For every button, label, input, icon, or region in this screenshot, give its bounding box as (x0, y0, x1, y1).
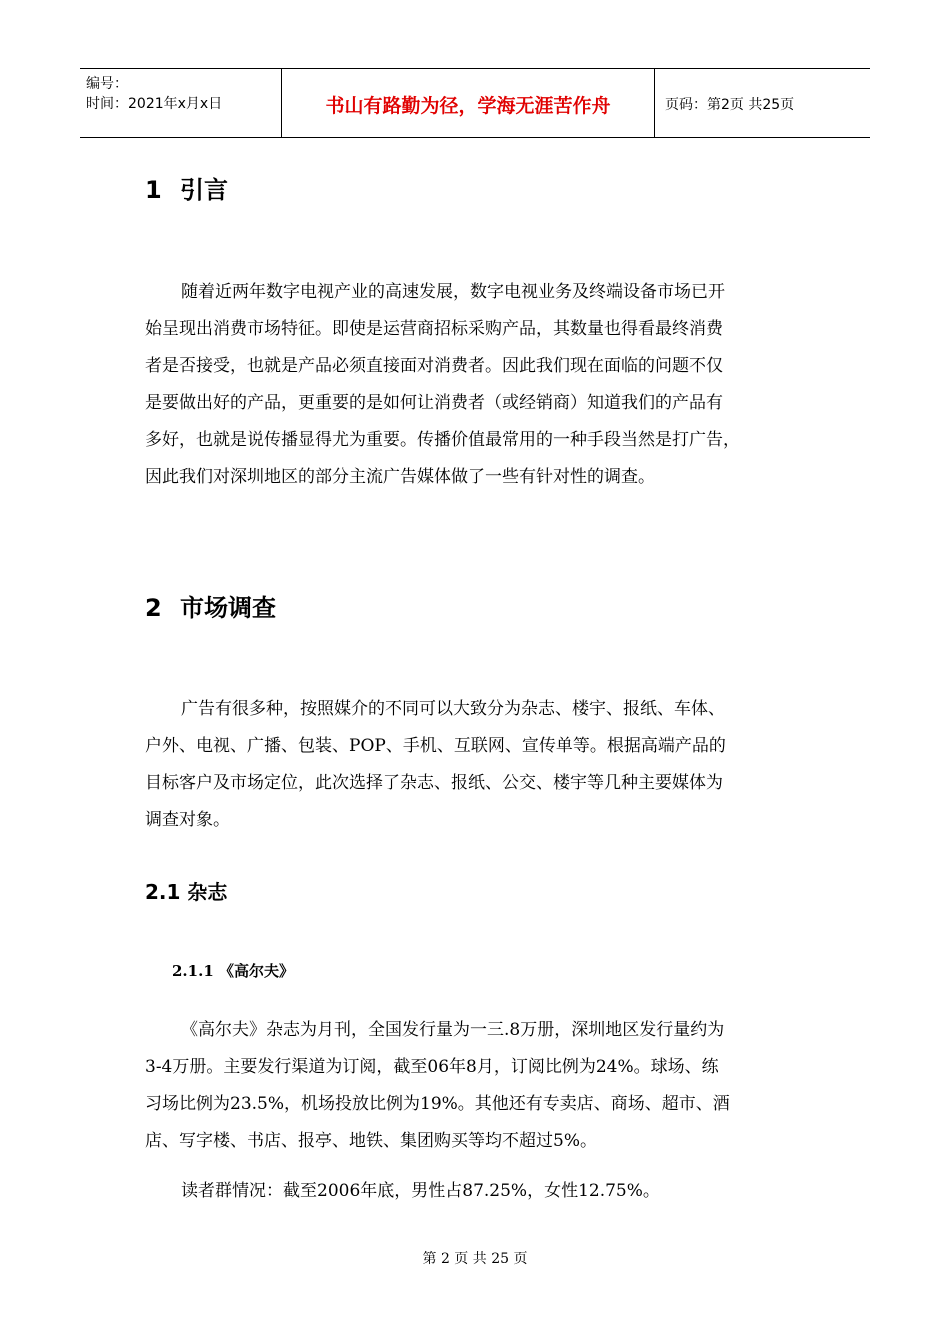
paragraph-line: 《高尔夫》杂志为月刊，全国发行量为一三.8万册，深圳地区发行量约为 (181, 1020, 725, 1040)
page-footer (0, 1248, 950, 1268)
paragraph-line: 因此我们对深圳地区的部分主流广告媒体做了一些有针对性的调查。 (145, 467, 655, 487)
paragraph-line: 调查对象。 (145, 810, 230, 830)
golf-magazine-paragraph (145, 1012, 825, 1160)
market-survey-paragraph (145, 691, 825, 839)
paragraph-line: 目标客户及市场定位，此次选择了杂志、报纸、公交、楼宇等几种主要媒体为 (145, 773, 723, 793)
paragraph-line: 是要做出好的产品，更重要的是如何让消费者（或经销商）知道我们的产品有 (145, 393, 723, 413)
number-label: 编号： (86, 76, 128, 92)
footer-page-number: 第 2 页 共 25 页 (422, 1251, 528, 1267)
paragraph-line: 3-4万册。主要发行渠道为订阅，截至06年8月，订阅比例为24%。球场、练 (145, 1057, 719, 1077)
paragraph-line: 者是否接受，也就是产品必须直接面对消费者。因此我们现在面临的问题不仅 (145, 356, 723, 376)
paragraph-line: 户外、电视、广播、包装、POP、手机、互联网、宣传单等。根据高端产品的 (145, 736, 726, 756)
paragraph-line: 店、写字楼、书店、报亭、地铁、集团购买等均不超过5%。 (145, 1131, 597, 1151)
section-1-title: 引言 (180, 176, 228, 204)
section-2-1-1-heading: 2.1.1 《高尔夫》 (172, 962, 294, 980)
section-2-heading (145, 588, 276, 623)
paragraph-line: 读者群情况：截至2006年底，男性占87.25%，女性12.75%。 (181, 1181, 660, 1201)
section-1-number: 1 (145, 176, 162, 204)
paragraph-line: 多好，也就是说传播显得尤为重要。传播价值最常用的一种手段当然是打广告， (145, 430, 740, 450)
header-page-number: 页码：第2页 共25页 (665, 97, 795, 113)
section-2-number: 2 (145, 594, 162, 622)
paragraph-line: 习场比例为23.5%，机场投放比例为19%。其他还有专卖店、商场、超市、酒 (145, 1094, 730, 1114)
header-motto-cell (282, 69, 655, 137)
paragraph-line: 始呈现出消费市场特征。即使是运营商招标采购产品，其数量也得看最终消费 (145, 319, 723, 339)
header-motto: 书山有路勤为径，学海无涯苦作舟 (325, 95, 611, 117)
header-info-cell (80, 69, 282, 137)
section-2-title: 市场调查 (180, 594, 276, 622)
paragraph-line: 广告有很多种，按照媒介的不同可以大致分为杂志、楼宇、报纸、车体、 (181, 699, 725, 719)
header-page-cell (655, 69, 870, 137)
paragraph-line: 随着近两年数字电视产业的高速发展，数字电视业务及终端设备市场已开 (181, 282, 725, 302)
readership-paragraph (145, 1173, 825, 1210)
intro-paragraph (145, 274, 825, 496)
section-1-heading (145, 170, 228, 205)
page-header (80, 68, 870, 138)
section-2-1-heading: 2.1 杂志 (145, 880, 228, 904)
date-label: 时间：2021年x月x日 (86, 96, 223, 112)
